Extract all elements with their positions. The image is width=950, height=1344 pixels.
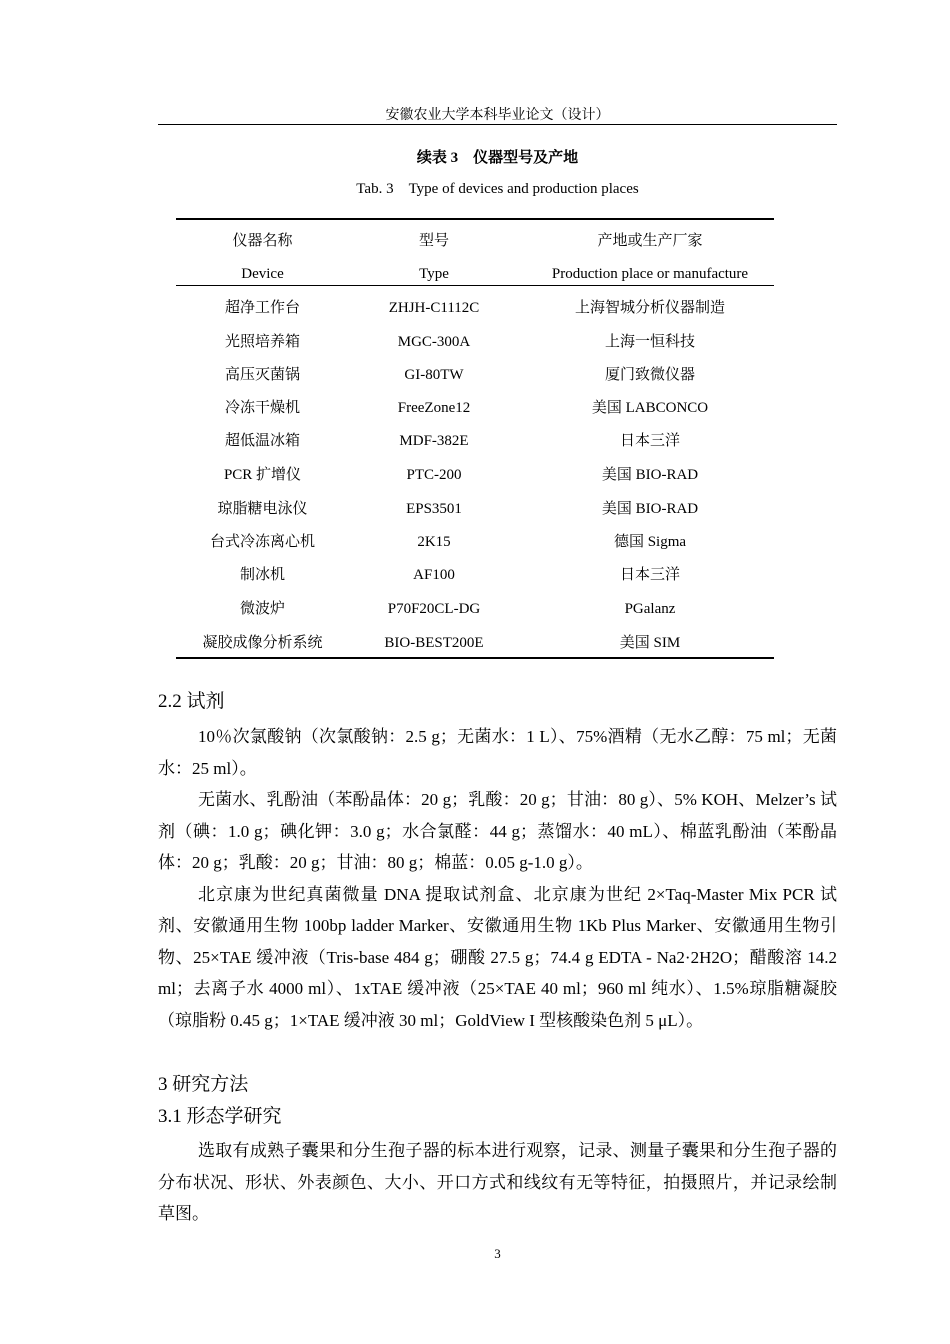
table-cell-place: 美国 BIO-RAD — [601, 467, 699, 483]
table-cell-type: AF100 — [413, 567, 455, 583]
table-cell-type: FreeZone12 — [397, 400, 471, 416]
table-cell-place: 日本三洋 — [619, 433, 680, 449]
table-cell-place: 美国 SIM — [619, 635, 681, 651]
table-header-en-type: Type — [419, 266, 449, 282]
table-cell-place: 美国 BIO-RAD — [601, 501, 699, 517]
table-cell-type: MGC-300A — [397, 334, 471, 350]
section-heading-3: 3 研究方法 — [158, 1074, 249, 1095]
table-header-cn-device: 仪器名称 — [232, 233, 293, 249]
table-cell-device: 光照培养箱 — [224, 334, 300, 350]
table-cell-device: 制冰机 — [239, 567, 285, 583]
table-cell-type: EPS3501 — [406, 501, 462, 517]
table-header-en-place: Production place or manufacture — [551, 266, 749, 282]
table-top-rule — [176, 218, 774, 220]
table-cell-type: 2K15 — [417, 534, 451, 550]
paragraph: 无菌水、乳酚油（苯酚晶体：20 g；乳酸：20 g；甘油：80 g）、5% KOH、Melzer’s 试剂（碘：1.0 g；碘化钾：3.0 g；水合氯醛：44 g；蒸馏水：40 mL）、棉蓝乳酚油（苯酚晶体：20 g；乳酸：20 g；甘油：80 g；棉蓝：0.05 g-1.0 g）。 — [158, 790, 837, 872]
table-cell-type: ZHJH-C1112C — [388, 300, 480, 316]
section-heading-2-2: 2.2 试剂 — [158, 691, 225, 712]
table-cell-type: PTC-200 — [406, 467, 462, 483]
table-cell-type: MDF-382E — [399, 433, 469, 449]
section-heading-3-1: 3.1 形态学研究 — [158, 1106, 282, 1127]
table-cell-device: 凝胶成像分析系统 — [202, 635, 323, 651]
section-2-2-body — [158, 721, 837, 1036]
table-cell-type: GI-80TW — [404, 367, 464, 383]
table-header-cn-type: 型号 — [418, 233, 449, 249]
table-cell-place: 美国 LABCONCO — [591, 400, 709, 416]
table-cell-device: 冷冻干燥机 — [224, 400, 300, 416]
table-cell-device: 微波炉 — [239, 601, 285, 617]
table-cell-place: 上海一恒科技 — [604, 334, 695, 350]
table-cell-type: P70F20CL-DG — [387, 601, 481, 617]
table-cell-device: 琼脂糖电泳仪 — [217, 501, 308, 517]
table-cell-device: 超低温冰箱 — [224, 433, 300, 449]
table-cell-place: 日本三洋 — [619, 567, 680, 583]
table-cell-place: 厦门致微仪器 — [604, 367, 695, 383]
running-header: 安徽农业大学本科毕业论文（设计） — [385, 108, 610, 123]
paragraph: 选取有成熟子囊果和分生孢子器的标本进行观察，记录、测量子囊果和分生孢子器的分布状况、形状、外表颜色、大小、开口方式和线纹有无等特征，拍摄照片，并记录绘制草图。 — [158, 1141, 837, 1223]
table-caption-cn: 续表 3 仪器型号及产地 — [416, 150, 579, 166]
table-caption-en: Tab. 3 Type of devices and production places — [356, 181, 639, 197]
page-number: 3 — [494, 1246, 501, 1261]
table-header-cn-place: 产地或生产厂家 — [597, 233, 703, 249]
table-cell-device: 高压灭菌锅 — [224, 367, 300, 383]
paragraph: 北京康为世纪真菌微量 DNA 提取试剂盒、北京康为世纪 2×Taq-Master Mix PCR 试剂、安徽通用生物 100bp ladder Marker、安徽通用生物 1Kb Plus Marker、安徽通用生物引物、25×TAE 缓冲液（Tris-base 484 g；硼酸 27.5 g；74.4 g EDTA - Na2·2H2O；醋酸溶 14.2 ml；去离子水 4000 ml）、1xTAE 缓冲液（25×TAE 40 ml；960 ml 纯水）、1.5%琼脂糖凝胶（琼脂粉 0.45 g；1×TAE 缓冲液 30 ml；GoldView I 型核酸染色剂 5 μL）。 — [158, 884, 837, 1030]
table-cell-device: PCR 扩增仪 — [223, 467, 302, 483]
paragraph: 10％次氯酸钠（次氯酸钠：2.5 g；无菌水：1 L）、75%酒精（无水乙醇：75 ml；无菌水：25 ml）。 — [158, 727, 837, 778]
table-cell-type: BIO-BEST200E — [384, 635, 484, 651]
table-cell-place: 德国 Sigma — [613, 534, 687, 550]
table-header-en-device: Device — [241, 266, 284, 282]
table-cell-device: 超净工作台 — [224, 300, 300, 316]
section-3-1-body — [158, 1135, 837, 1230]
header-rule — [158, 124, 837, 125]
table-header-rule — [176, 285, 774, 286]
table-bottom-rule — [176, 657, 774, 659]
table-cell-place: 上海智城分析仪器制造 — [574, 300, 725, 316]
table-cell-device: 台式冷冻离心机 — [209, 534, 315, 550]
table-cell-place: PGalanz — [624, 601, 676, 617]
